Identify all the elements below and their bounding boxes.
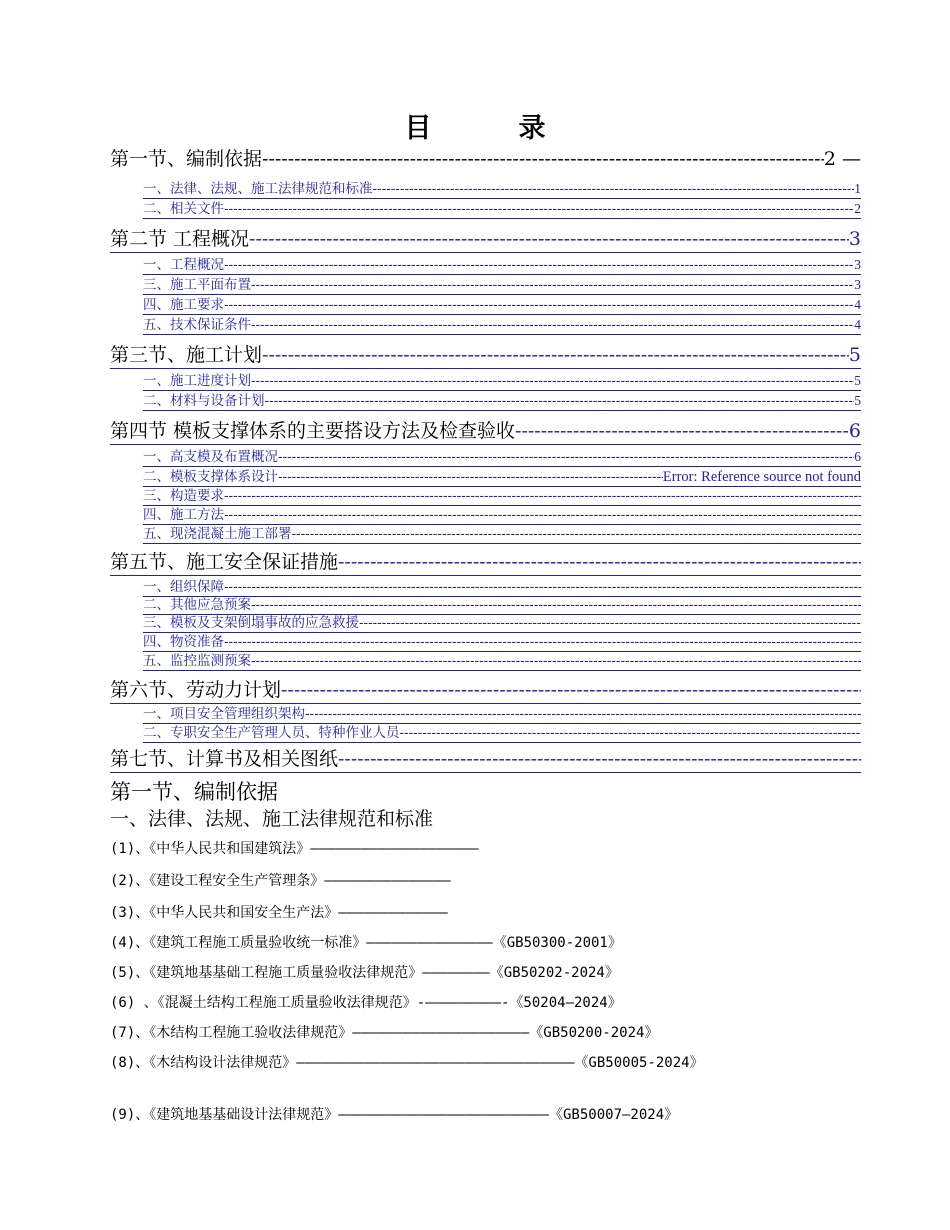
toc-section-link[interactable] <box>110 549 861 576</box>
toc-leader-dashes <box>262 342 849 368</box>
toc-page-number: 6 <box>848 420 861 442</box>
toc-entry-label: 三、构造要求 <box>143 488 224 504</box>
toc-leader-dashes <box>251 596 861 614</box>
toc-section-link[interactable] <box>110 342 861 369</box>
toc-page-number: Error: Reference source not found <box>662 469 861 485</box>
toc-entry-label: 一、法律、法规、施工法律规范和标准 <box>143 181 373 197</box>
toc-entry-label: 一、工程概况 <box>143 257 224 273</box>
toc-title: 目 录 <box>404 113 576 144</box>
toc-entry-label: 二、其他应急预案 <box>143 597 251 613</box>
toc-subsection-link[interactable] <box>143 614 861 633</box>
toc-section-link[interactable] <box>110 146 861 172</box>
toc-page-number: 3 <box>848 228 861 250</box>
toc-entry-label: 第二节 工程概况 <box>110 228 250 250</box>
section-heading: 第一节、编制依据 <box>110 780 278 804</box>
toc-leader-dashes <box>359 614 861 632</box>
toc-subsection-link[interactable] <box>143 705 861 724</box>
toc-leader-dashes <box>292 525 862 543</box>
toc-leader-dashes <box>224 256 854 274</box>
toc-leader-dashes <box>338 746 861 772</box>
toc-page-number: 3 <box>854 277 861 292</box>
toc-leader-dashes <box>251 316 854 334</box>
toc-subsection-link[interactable] <box>143 392 861 411</box>
toc-entry-label: 二、材料与设备计划 <box>143 393 265 409</box>
toc-leader-dashes <box>251 276 854 294</box>
toc-leader-dashes <box>224 487 861 505</box>
toc-subsection-link[interactable] <box>143 487 861 506</box>
reference-item: (2)、《建设工程安全生产管理条》——————————————— <box>110 873 451 889</box>
toc-entry-label: 五、技术保证条件 <box>143 317 251 333</box>
toc-page-number: 2 — <box>823 148 861 170</box>
toc-entry-label: 第六节、劳动力计划 <box>110 679 282 701</box>
toc-page-number: 1 <box>854 181 861 196</box>
toc-page-number: 5 <box>854 373 861 388</box>
toc-subsection-link[interactable] <box>143 256 861 275</box>
toc-subsection-link[interactable] <box>143 316 861 335</box>
reference-item: (3)、《中华人民共和国安全生产法》————————————— <box>110 905 448 921</box>
toc-subsection-link[interactable] <box>143 652 861 671</box>
toc-section-link[interactable] <box>110 677 861 704</box>
toc-entry-label: 第一节、编制依据 <box>110 148 263 170</box>
toc-leader-dashes <box>400 724 862 742</box>
toc-page-number: 3 <box>854 257 861 272</box>
toc-leader-dashes <box>281 677 861 703</box>
toc-leader-dashes <box>515 418 849 444</box>
toc-subsection-link[interactable] <box>143 596 861 615</box>
toc-subsection-link[interactable] <box>143 578 861 597</box>
toc-entry-label: 四、施工要求 <box>143 297 224 313</box>
reference-item: (6) 、《混凝土结构工程施工质量验收法律规范》-—————————-《50204—2024》 <box>110 995 622 1011</box>
toc-leader-dashes <box>224 633 861 651</box>
toc-leader-dashes <box>262 146 824 172</box>
toc-subsection-link[interactable] <box>143 506 861 525</box>
toc-subsection-link[interactable] <box>143 525 861 544</box>
reference-item: (9)、《建筑地基基础设计法律规范》—————————————————————————《GB50007—2024》 <box>110 1107 679 1123</box>
toc-page-number: 4 <box>854 297 861 312</box>
toc-page-number: 4 <box>854 317 861 332</box>
toc-section-link[interactable] <box>110 418 861 445</box>
toc-section-link[interactable] <box>110 746 861 773</box>
toc-subsection-link[interactable] <box>143 448 861 467</box>
toc-leader-dashes <box>224 296 854 314</box>
toc-entry-label: 二、相关文件 <box>143 201 224 217</box>
toc-entry-label: 三、模板及支架倒塌事故的应急救援 <box>143 615 359 631</box>
toc-entry-label: 二、模板支撑体系设计 <box>143 469 278 485</box>
toc-subsection-link[interactable] <box>143 633 861 652</box>
toc-entry-label: 第四节 模板支撑体系的主要搭设方法及检查验收 <box>110 420 516 442</box>
toc-subsection-link[interactable] <box>143 200 861 219</box>
toc-leader-dashes <box>265 392 855 410</box>
toc-entry-label: 二、专职安全生产管理人员、特种作业人员 <box>143 725 400 741</box>
toc-entry-label: 四、物资准备 <box>143 634 224 650</box>
toc-page-number: 6 <box>854 449 861 464</box>
toc-entry-label: 一、施工进度计划 <box>143 373 251 389</box>
toc-leader-dashes <box>278 448 854 466</box>
toc-entry-label: 三、施工平面布置 <box>143 277 251 293</box>
toc-leader-dashes <box>224 200 854 218</box>
subsection-heading: 一、法律、法规、施工法律规范和标准 <box>110 808 434 830</box>
toc-entry-label: 四、施工方法 <box>143 507 224 523</box>
toc-leader-dashes <box>251 372 854 390</box>
reference-item: (4)、《建筑工程施工质量验收统一标准》———————————————《GB50300-2001》 <box>110 935 622 951</box>
reference-item: (5)、《建筑地基基础工程施工质量验收法律规范》————————《GB50202-2024》 <box>110 965 619 981</box>
toc-entry-label: 五、监控监测预案 <box>143 653 251 669</box>
toc-leader-dashes <box>249 226 849 252</box>
toc-subsection-link[interactable] <box>143 372 861 391</box>
toc-entry-label: 一、组织保障 <box>143 579 224 595</box>
reference-item: (1)、《中华人民共和国建筑法》———————————————————— <box>110 841 479 857</box>
toc-entry-label: 五、现浇混凝土施工部署 <box>143 526 292 542</box>
toc-subsection-link[interactable] <box>143 468 861 487</box>
reference-item: (7)、《木结构工程施工验收法律规范》—————————————————————《GB50200-2024》 <box>110 1025 659 1041</box>
toc-page-number: 5 <box>848 344 861 366</box>
toc-subsection-link[interactable] <box>143 180 861 199</box>
toc-entry-label: 第三节、施工计划 <box>110 344 263 366</box>
toc-page-number: 5 <box>854 393 861 408</box>
toc-leader-dashes <box>278 468 663 486</box>
toc-leader-dashes <box>373 180 855 198</box>
toc-entry-label: 一、项目安全管理组织架构 <box>143 706 305 722</box>
toc-leader-dashes <box>251 652 861 670</box>
toc-subsection-link[interactable] <box>143 276 861 295</box>
toc-leader-dashes <box>224 578 861 596</box>
toc-entry-label: 一、高支模及布置概况 <box>143 449 278 465</box>
toc-leader-dashes <box>338 549 861 575</box>
toc-subsection-link[interactable] <box>143 296 861 315</box>
toc-leader-dashes <box>224 506 861 524</box>
toc-section-link[interactable] <box>110 226 861 253</box>
toc-leader-dashes <box>305 705 861 723</box>
toc-subsection-link[interactable] <box>143 724 861 743</box>
toc-entry-label: 第五节、施工安全保证措施 <box>110 551 339 573</box>
toc-page-number: 2 <box>854 201 861 216</box>
toc-entry-label: 第七节、计算书及相关图纸 <box>110 748 339 770</box>
reference-item: (8)、《木结构设计法律规范》—————————————————————————————————《GB50005-2024》 <box>110 1055 704 1071</box>
